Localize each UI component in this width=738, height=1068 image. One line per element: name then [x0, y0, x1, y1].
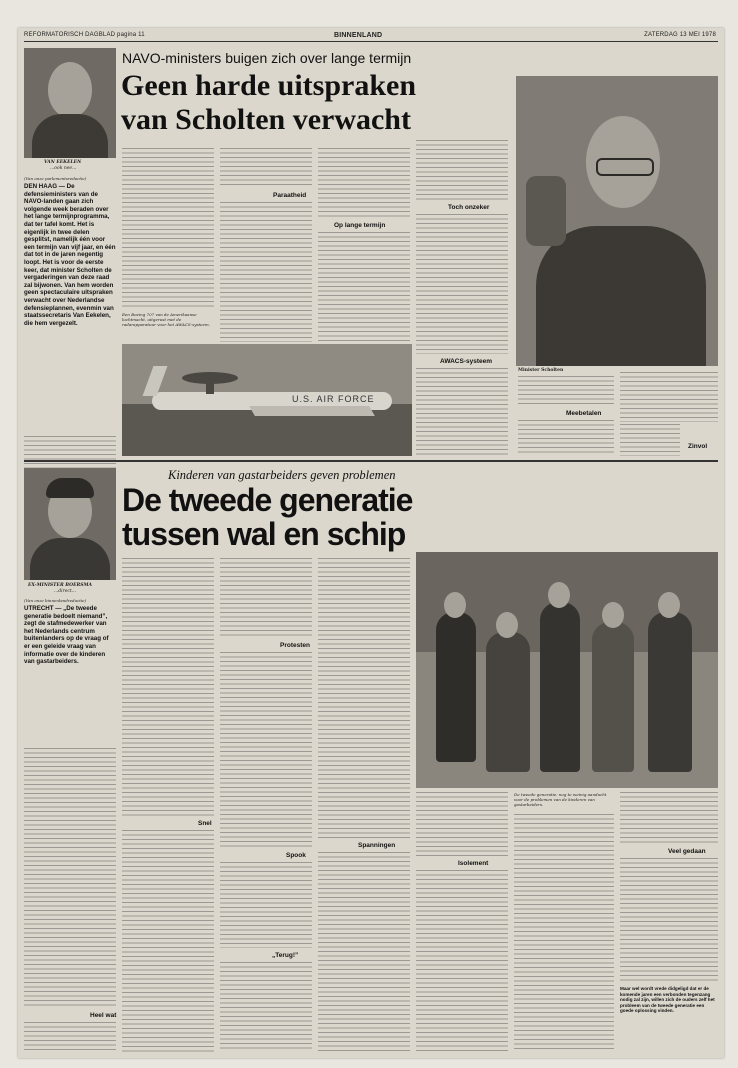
- article2-col3-text-3: [220, 862, 312, 948]
- article2-col6-text: [514, 814, 614, 1052]
- article1-col3-text-2: [220, 202, 312, 342]
- group-photo-caption: De tweede generatie: nog te weinig aandacht voor de problemen van de kinderen van gastarbeiders.: [514, 792, 607, 807]
- article2-correspondent: (Van onze binnenlandredactie): [24, 598, 87, 603]
- article2-col3-text: [220, 558, 312, 638]
- article2-col1-text: [24, 748, 116, 1008]
- article2-col7-text: [620, 792, 718, 844]
- plane-caption: Een Boeing 707 van de Amerikaanse luchtmacht, uitgerust met de radarapparatuur voor het AWACS-systeem.: [122, 312, 210, 327]
- boersma-photo: [24, 468, 116, 580]
- article2-col7-text-2: [620, 858, 718, 982]
- article1-col6-text: [518, 376, 614, 406]
- subhead-snel: Snel: [198, 820, 212, 827]
- article1-col7-text-2: [620, 424, 680, 456]
- plane-marking: U.S. AIR FORCE: [292, 394, 375, 404]
- subhead-spook: Spook: [286, 852, 306, 859]
- article-divider: [24, 460, 718, 462]
- article2-col3-text-4: [220, 962, 312, 1052]
- subhead-terug: „Terug!”: [272, 952, 299, 959]
- article2-col2-text-2: [122, 830, 214, 1052]
- subhead-spanningen: Spanningen: [358, 842, 396, 849]
- article1-col4-text-2: [318, 232, 410, 342]
- article2-col5-text-2: [416, 870, 508, 1052]
- subhead-protesten: Protesten: [280, 642, 310, 649]
- article1-col6-text-2: [518, 420, 614, 456]
- header-rule: [24, 41, 718, 42]
- article2-col3-text-2: [220, 652, 312, 848]
- photo1-caption-quote: ...ook nee...: [50, 166, 77, 171]
- article1-col7-text: [620, 372, 718, 422]
- article1-col5-text: [416, 140, 508, 200]
- photo2-caption-name: EX-MINISTER BOERSMA: [28, 583, 92, 588]
- article2-col2-text: [122, 558, 214, 818]
- awacs-plane-photo: [122, 344, 412, 456]
- subhead-isolement: Isolement: [458, 860, 489, 867]
- subhead-zinvol: Zinvol: [688, 443, 708, 450]
- newspaper-page: [18, 28, 724, 1058]
- article1-headline-2: van Scholten verwacht: [121, 103, 411, 136]
- photo2-caption-quote: ...direct...: [54, 589, 77, 594]
- article1-col4-text: [318, 148, 410, 218]
- subhead-paraatheid: Paraatheid: [273, 192, 307, 199]
- article2-closing: Maar wel wordt vrede didgeligd dat er de komende jaren een verbonden tegenzang nodig zal zijn, willen zich de ouders zelf het probleem van de tweede generatie een goede oplossing vinden.: [620, 986, 715, 1014]
- subhead-toch-onzeker: Toch onzeker: [448, 204, 490, 211]
- article1-kicker: NAVO-ministers buigen zich over lange termijn: [122, 50, 412, 66]
- photo1-caption-name: VAN EEKELEN: [44, 160, 82, 165]
- article2-col5-text: [416, 792, 508, 856]
- header-left: REFORMATORISCH DAGBLAD pagina 11: [24, 32, 145, 38]
- article2-kicker: Kinderen van gastarbeiders geven problemen: [168, 468, 396, 482]
- minister-caption: Minister Scholten: [518, 368, 564, 373]
- article1-col3-text: [220, 148, 312, 188]
- subhead-veel-gedaan: Veel gedaan: [668, 848, 706, 855]
- minister-scholten-photo: [516, 76, 718, 366]
- article2-headline-2: tussen wal en schip: [122, 516, 406, 552]
- subhead-lange-termijn: Op lange termijn: [334, 222, 386, 229]
- article1-col5-text-2: [416, 214, 508, 354]
- article1-lead: DEN HAAG — De defensieministers van de NAVO-landen gaan zich volgende week beraden over het lange termijnprogramma, dat ter tafel komt. Het is eigenlijk in twee delen gesplitst, namelijk één voor een termijn van vijf jaar, en één dat tot in de jaren negentig loopt. Het is voor de eerste keer, dat minister Scholten de vergaderingen van deze raad zal bijwonen. Van hem worden geen spectaculaire uitspraken verwacht over Nederlandse defensieplannen, evenmin van staatssecretaris Van Eekelen, die hem vergezelt.: [24, 183, 116, 327]
- header-section: BINNENLAND: [334, 32, 383, 39]
- subhead-meebetalen: Meebetalen: [566, 410, 602, 417]
- article2-col4-text-2: [318, 852, 410, 1052]
- article2-col1-text-2: [24, 1022, 116, 1052]
- header-date: ZATERDAG 13 MEI 1978: [644, 32, 716, 38]
- gastarbeiders-kids-photo: [416, 552, 718, 788]
- article2-col4-text: [318, 558, 410, 838]
- article1-col2-text: [122, 148, 214, 308]
- subhead-heel-wat: Heel wat: [90, 1012, 117, 1019]
- van-eekelen-photo: [24, 48, 116, 158]
- subhead-awacs: AWACS-systeem: [440, 358, 493, 365]
- article1-headline-1: Geen harde uitspraken: [121, 69, 417, 102]
- article2-headline-1: De tweede generatie: [122, 482, 413, 518]
- article1-correspondent: (Van onze parlementsredactie): [24, 176, 87, 181]
- article2-lead: UTRECHT — „De tweede generatie bedoelt niemand”, zegt de stafmedewerker van het Nederlands centrum buitenlanders op de vraag of er een geleide vraag van informatie over de kinderen van gastarbeiders.: [24, 605, 109, 666]
- article1-col5-text-3: [416, 368, 508, 456]
